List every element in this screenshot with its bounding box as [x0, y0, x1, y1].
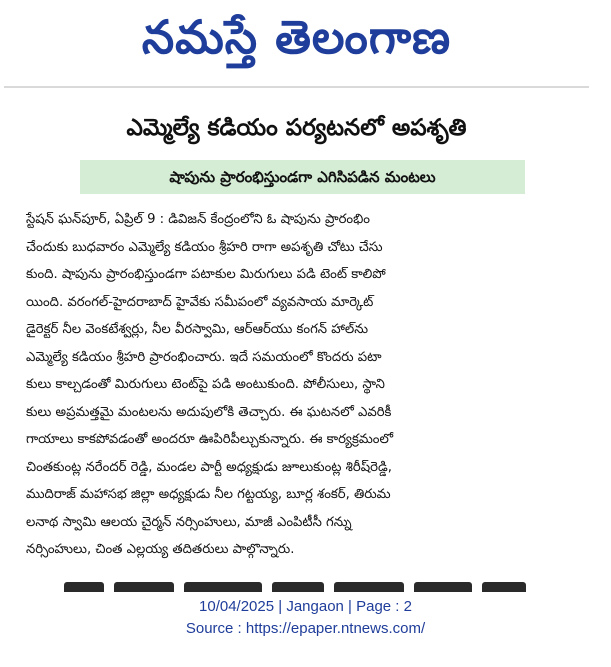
source-link[interactable]: Source : https://epaper.ntnews.com/ — [185, 620, 426, 637]
masthead — [4, 0, 589, 76]
clipping-footer — [0, 596, 611, 640]
subheadline-band — [80, 160, 525, 194]
article-body-line: డైరెక్టర్ నీల వెంకటేశ్వర్లు, నీల వీరస్వామి, ఆర్ఆర్‌యు కంగన్ హాల్‌ను — [26, 322, 369, 337]
article-body — [26, 206, 554, 564]
article-body-line: ముదిరాజ్ మహాసభ జిల్లా అధ్యక్షుడు నీల గట్టయ్య, బూర్ల శంకర్, తిరుమ — [26, 487, 391, 502]
article-headline: ఎమ్మెల్యే కడియం పర్యటనలో అపశృతి — [126, 115, 467, 141]
article-subheadline: షాపును ప్రారంభిస్తుండగా ఎగిసిపడిన మంటలు — [169, 168, 436, 186]
article-body-line: కులు అప్రమత్తమై మంటలను అదుపులోకి తెచ్చారు. ఈ ఘటనలో ఎవరికీ — [26, 404, 392, 420]
cutoff-next-headline — [64, 574, 544, 592]
article-body-line: గాయాలు కాకపోవడంతో అందరూ ఊపిరిపీల్చుకున్నారు. ఈ కార్యక్రమంలో — [26, 432, 394, 447]
article-body-line: లనాథ స్వామి ఆలయ చైర్మన్ నర్సింహులు, మాజీ ఎంపిటీసీ గన్ను — [26, 514, 352, 530]
newspaper-clipping — [4, 0, 589, 592]
article-body-line: ఎమ్మెల్యే కడియం శ్రీహరి ప్రారంభించారు. ఇదే సమయంలో కొందరు పటా — [26, 349, 382, 365]
masthead-title: నమస్తే తెలంగాణ — [141, 10, 452, 64]
edition-info: 10/04/2025 | Jangaon | Page : 2 — [199, 598, 412, 615]
article-body-line: కులు కాల్చడంతో మిరుగులు టెంట్‌పై పడి అంటుకుంది. పోలీసులు, స్థాని — [26, 377, 385, 392]
masthead-divider — [4, 86, 589, 88]
article-body-line: యింది. వరంగల్-హైదరాబాద్ హైవేకు సమీపంలో వ్యవసాయ మార్కెట్ — [26, 294, 374, 310]
article-body-line: నర్సింహులు, చింత ఎల్లయ్య తదితరులు పాల్గొన్నారు. — [26, 542, 295, 557]
article-body-line: కుంది. షాపును ప్రారంభిస్తుండగా పటాకుల మిరుగులు పడి టెంట్ కాలిపో — [26, 267, 386, 282]
article-body-line: చేందుకు బుధవారం ఎమ్మెల్యే కడియం శ్రీహరి రాగా అపశృతి చోటు చేసు — [26, 239, 383, 255]
article-body-line: చింతకుంట్ల నరేందర్ రెడ్డి, మండల పార్టీ అధ్యక్షుడు జూలుకుంట్ల శిరీష్‌రెడ్డి, — [26, 459, 392, 475]
article-body-line: స్టేషన్ ఘన్‌పూర్, ఏప్రిల్ 9 : డివిజన్ కేంద్రంలోని ఓ షాపును ప్రారంభిం — [26, 212, 370, 227]
